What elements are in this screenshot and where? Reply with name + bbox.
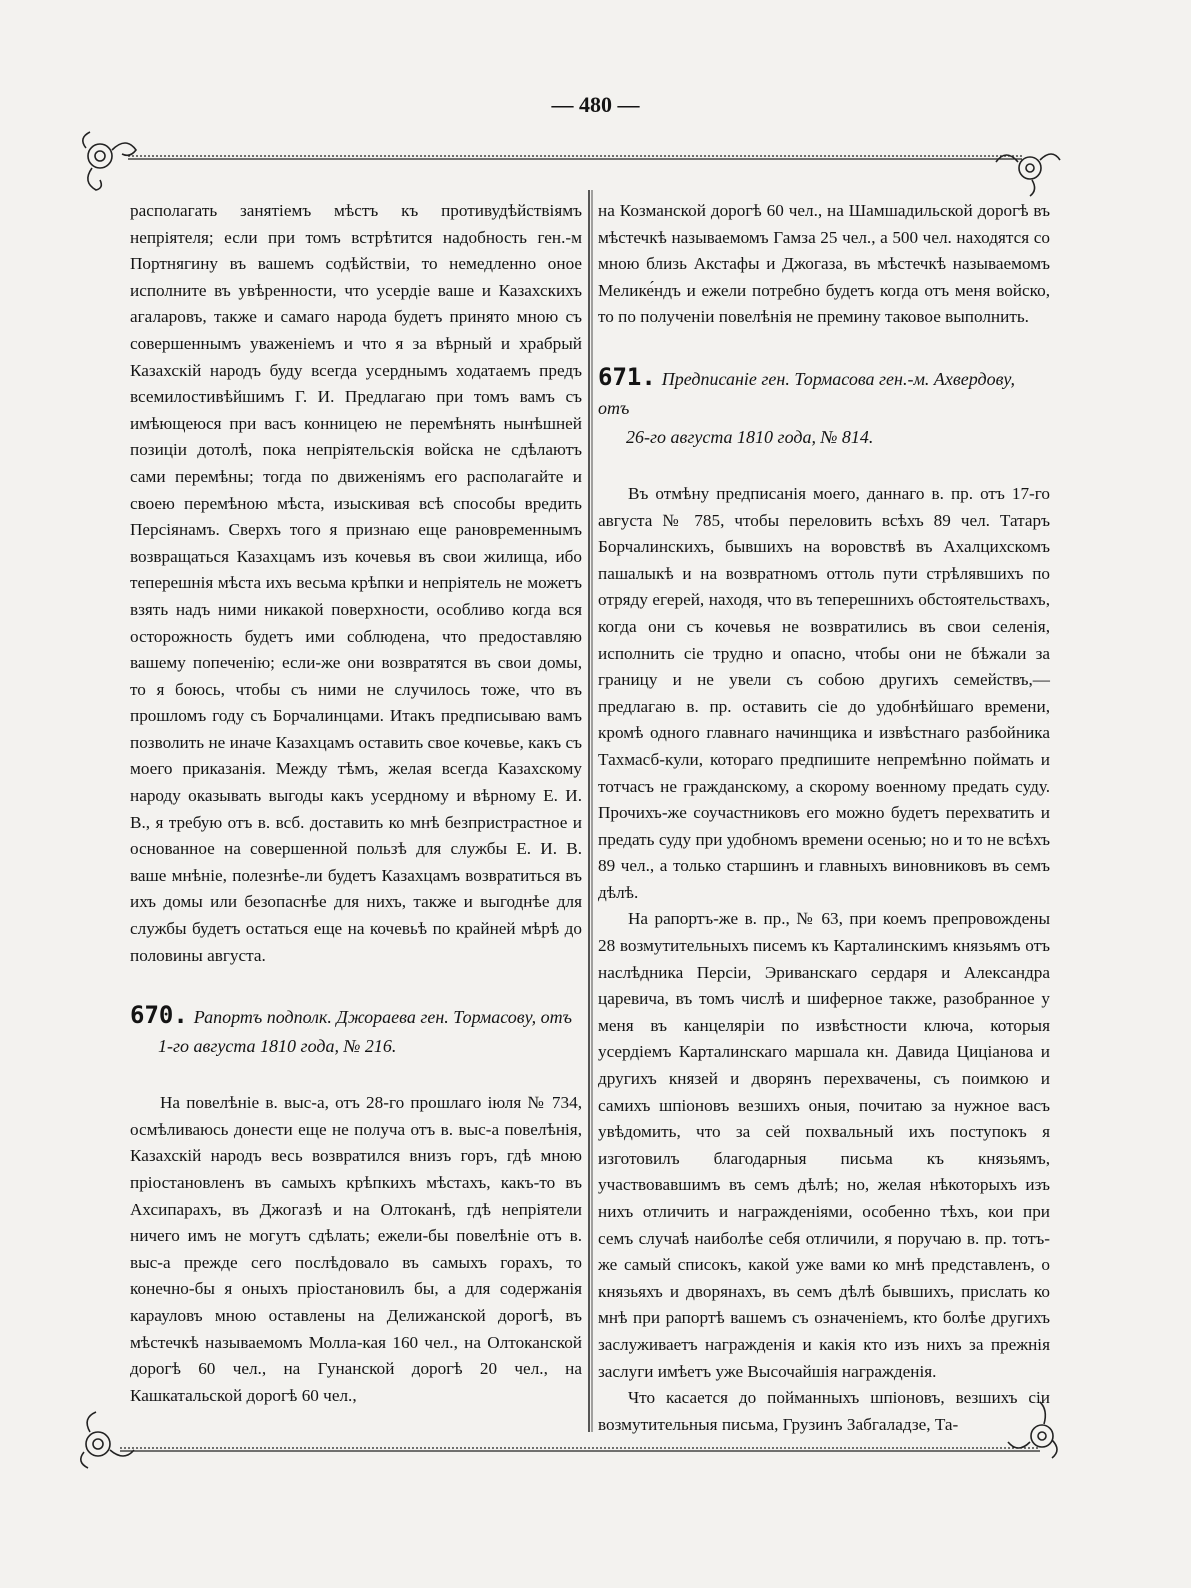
- corner-ornament-bottom-left: [81, 1412, 134, 1468]
- entry-title-line2: 26-го августа 1810 года, № 814.: [626, 426, 874, 447]
- corner-ornament-top-left: [83, 132, 136, 190]
- paragraph: На рапортъ-же в. пр., № 63, при коемъ препровождены 28 возмутительныхъ писемъ къ Карталинскимъ князьямъ отъ наслѣдника Персіи, Эриванскаго сердаря и Александра царевича, въ томъ числѣ и шиферное также, разобранное у меня въ канцеляріи по извѣстности ключа, которыя усердіемъ Карталинскаго маршала кн. Давида Цицiанова и другихъ князей и дворянъ перехвачены, съ поимкою и самихъ шпіоновъ везшихъ оныя, почитаю за нужное васъ увѣдомить, что за сей похвальный ихъ поступокъ я изготовилъ благодарныя письма къ князьямъ, участвовавшимъ въ семъ дѣлѣ; но, желая нѣкоторыхъ изъ нихъ отличить и награжденіями, особенно тѣхъ, кои при семъ случаѣ наиболѣе себя отличили, я поручаю в. пр. тотъ-же самый списокъ, какой уже вами ко мнѣ представленъ, о князьяхъ и дворянахъ, въ семъ дѣлѣ бывшихъ, прислать ко мнѣ при рапортѣ вашемъ съ означеніемъ, кто болѣе другихъ заслуживаетъ награжденія и какія кто изъ нихъ за прежнія заслуги имѣетъ уже Высочайшія награжденія.: [598, 909, 1050, 1381]
- entry-number: 671.: [598, 362, 656, 391]
- right-column: [598, 198, 1050, 1438]
- paragraph: располагать занятіемъ мѣстъ къ противудѣйствіямъ непріятеля; если при томъ встрѣтится надобность ген.-м Портнягину въ вашемъ содѣйствіи, то немедленно оное исполните въ увѣренности, что усердіе ваше и Казахскихъ агаларовъ, также и самаго народа будетъ принято мною съ совершеннымъ уваженіемъ и что я за вѣрный и храбрый Казахскій народъ буду всегда усерднымъ ходатаемъ предъ всемилостивѣйшимъ Г. И. Предлагаю при томъ вамъ съ имѣющеюся при васъ конницею не перемѣнять нынѣшней позиціи дотолѣ, пока непріятельскія войска не сдѣлаютъ сами перемѣны; тогда по движеніямъ его располагайте и своею перемѣною мѣста, изыскивая всѣ способы вредить Персіянамъ. Сверхъ того я признаю еще рановременнымъ возвращаться Казахцамъ изъ кочевья въ свои жилища, ибо теперешнія мѣста ихъ весьма крѣпки и непріятель не можетъ взять надъ ними никакой поверхности, особливо когда вся осторожность будетъ ими соблюдена, что предоставляю вашему попеченію; если-же они возвратятся въ свои домы, то я боюсь, чтобы съ ними не случилось тоже, что въ прошломъ году съ Борчалинцами. Итакъ предписываю вамъ позволить не иначе Казахцамъ оставить свое кочевье, какъ съ моего приказанія. Между тѣмъ, желая всегда Казахскому народу оказывать выгоды какъ усердному и вѣрному Е. И. В., я требую отъ в. всб. доставить ко мнѣ безпристрастное и основанное на совершенной пользѣ для службы Е. И. В. ваше мнѣніе, полезнѣе-ли будетъ Казахцамъ возвратиться въ ихъ домы или безопаснѣе для нихъ, также и выгоднѣе для службы будетъ остаться еще на кочевьѣ по крайней мѣрѣ до половины августа.: [130, 201, 582, 965]
- entry-heading-671: [598, 363, 1050, 451]
- paragraph: Въ отмѣну предписанія моего, даннаго в. пр. отъ 17-го августа № 785, чтобы переловить всѣхъ 89 чел. Татаръ Борчалинскихъ, бывшихъ на воровствѣ въ Ахалцихскомъ пашалыкѣ и на возвратномъ оттоль пути стрѣлявшихъ по отряду егерей, находя, что въ теперешнихъ обстоятельствахъ, когда они съ кочевья не возвратились въ свои селенія, исполнить сіе трудно и опасно, чтобы они не бѣжали за границу и не увели съ собою другихъ семействъ,—предлагаю в. пр. оставить сіе до удобнѣйшаго времени, кромѣ одного главнаго начинщика и извѣстнаго разбойника Тахмасб-кули, котораго предпишите непремѣнно поймать и тотчасъ не гражданскому, а скорому военному предать суду. Прочихъ-же соучастниковъ его можно будетъ перехватить и предать суду при удобномъ времени осенью; но и то не всѣхъ 89 чел., а только старшинъ и главныхъ виновниковъ въ семъ дѣлѣ.: [598, 483, 1050, 902]
- entry-heading-670: [130, 1001, 582, 1060]
- entry-title-line2: 1-го августа 1810 года, № 216.: [158, 1036, 397, 1057]
- page-number: — 480 —: [551, 92, 640, 117]
- entry-title-line1: Предписаніе ген. Тормасова ген.-м. Ахвердову, отъ: [598, 368, 1015, 418]
- paragraph: Что касается до пойманныхъ шпіоновъ, везшихъ сіи возмутительныя письма, Грузинъ Забгаладзе, Та-: [598, 1388, 1050, 1434]
- entry-title-line1: Рапортъ подполк. Джораева ген. Тормасову, отъ: [193, 1007, 573, 1028]
- paragraph: на Козманской дорогѣ 60 чел., на Шамшадильской дорогѣ въ мѣстечкѣ называемомъ Гамза 25 чел., а 500 чел. находятся со мною близь Акстафы и Джогаза, въ мѣстечкѣ называемомъ Мелике́ндъ и ежели потребно будетъ когда отъ меня войско, то по полученіи повелѣнія не премину таковое выполнить.: [598, 201, 1050, 327]
- entry-number: 670.: [130, 1001, 188, 1030]
- left-column: [130, 198, 582, 1409]
- paragraph: На повелѣніе в. выс-а, отъ 28-го прошлаго іюля № 734, осмѣливаюсь донести еще не получа отъ в. выс-а повелѣнія, Казахскій народъ весь возвратился внизъ горъ, гдѣ мною пріостановленъ въ самыхъ крѣпкихъ мѣстахъ, какъ-то въ Ахсипарахъ, въ Джогазѣ и на Олтоканѣ, гдѣ непріятели ничего имъ не могутъ сдѣлать; ежели-бы повелѣніе отъ в. выс-а прежде сего послѣдовало въ самыхъ горахъ, то конечно-бы я оныхъ пріостановилъ бы, а для содержанія карауловъ мною оставлены на Делижанской дорогѣ, въ мѣстечкѣ называемомъ Молла-кая 160 чел., на Олтоканской дорогѣ 60 чел., на Гунанской дорогѣ 20 чел., на Кашкатальской дорогѣ 60 чел.,: [130, 1093, 582, 1405]
- corner-ornament-top-right: [996, 154, 1060, 196]
